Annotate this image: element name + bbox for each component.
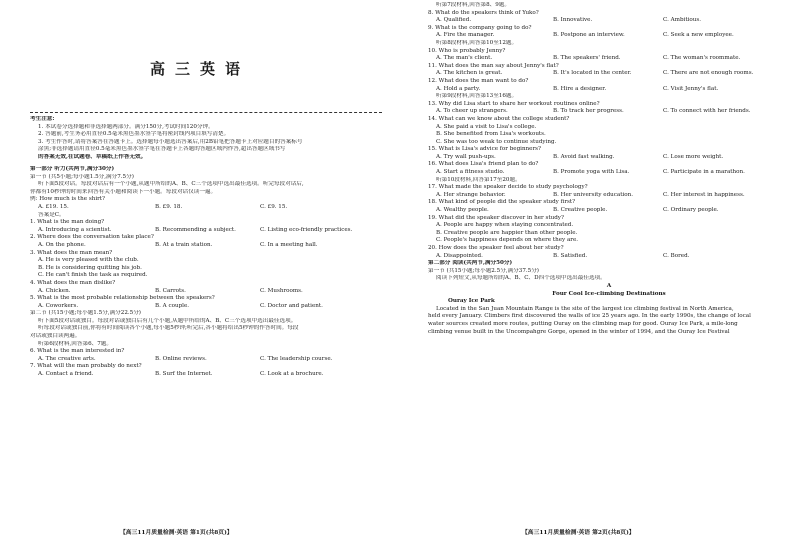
option: B. Satisfied. — [553, 252, 588, 259]
option: B. Hire a designer. — [553, 85, 607, 92]
notice-block — [30, 116, 390, 162]
options-row — [30, 227, 390, 235]
option: A. He is very pleased with the club. — [38, 257, 139, 264]
section-instructions: 对话或独白读两遍。 — [30, 333, 81, 340]
option: C. Listing eco-friendly practices. — [260, 226, 353, 233]
option: B. Innovative. — [553, 17, 593, 24]
option: A. People are happy when staying concentrated. — [436, 222, 574, 229]
question: 14. What can we know about the college student? — [428, 115, 570, 122]
notice-heading: 考生注意: — [30, 116, 55, 122]
question: 11. What does the man say about Jenny's flat? — [428, 62, 559, 69]
option: C. Ambitious. — [663, 17, 702, 24]
option: B. He is considering quitting his job. — [38, 264, 142, 271]
example-options — [30, 204, 390, 212]
option: A. Introducing a scientist. — [38, 226, 112, 233]
question: 15. What is Lisa's advice for beginners? — [428, 146, 542, 153]
material-heading: 听第10段材料,回答第17至20题。 — [436, 176, 521, 183]
option: A. Qualified. — [436, 17, 472, 24]
option: B. Postpone an interview. — [553, 32, 625, 39]
option: A. Contact a friend. — [38, 371, 94, 378]
option: C. To connect with her friends. — [663, 108, 751, 115]
question: 17. What made the speaker decide to study psychology? — [428, 184, 588, 191]
option: C. Her interest in happiness. — [663, 191, 745, 198]
part-heading: 第二部分 阅读(共两节,满分50分) — [428, 260, 513, 267]
question: 18. What kind of people did the speaker study first? — [428, 199, 576, 206]
options-row — [428, 253, 790, 261]
option: A. Try wall push-ups. — [436, 153, 496, 160]
options-row — [428, 207, 790, 215]
option: A. She paid a visit to Lisa's college. — [436, 123, 537, 130]
question: 10. Who is probably Jenny? — [428, 47, 506, 54]
option: B. A couple. — [155, 302, 190, 309]
option: A. Chicken. — [38, 287, 71, 294]
option: C. She was too weak to continue studying. — [436, 138, 557, 145]
notice-item: 2. 答题前,考生务必用直径0.5毫米黑色墨水签字笔将密封线内项目填写清楚。 — [38, 131, 230, 138]
passage-letter: A — [606, 282, 612, 289]
section-heading: 第一节 (共15小题;每小题2.5分,满分37.5分) — [428, 267, 539, 274]
example-question: 例: How much is the shirt? — [30, 196, 106, 203]
options-row — [428, 108, 790, 116]
option: C. The woman's roommate. — [663, 55, 741, 62]
option: C. Mushrooms. — [260, 287, 303, 294]
question: 3. What does the man mean? — [30, 249, 113, 256]
question: 1. What is the man doing? — [30, 219, 105, 226]
options-row — [30, 242, 390, 250]
option: C. Look at a brochure. — [260, 371, 324, 378]
option: B. Creative people. — [553, 207, 608, 214]
question: 8. What do the speakers think of Yuko? — [428, 9, 539, 16]
question: 12. What does the man want to do? — [428, 77, 529, 84]
option: B. Avoid fast walking. — [553, 153, 615, 160]
question: 2. Where does the conversation take place? — [30, 234, 154, 241]
option: C. Seek a new employee. — [663, 32, 734, 39]
passage-title: Four Cool Ice-climbing Destinations — [552, 290, 666, 297]
option: B. The speakers' friend. — [553, 55, 621, 62]
page-footer: 【高三11月质量检测·英语 第2页(共8页)】 — [522, 530, 635, 536]
option: A. Fire the manager. — [436, 32, 495, 39]
options-row — [428, 192, 790, 200]
option: C. Doctor and patient. — [260, 302, 323, 309]
page-footer: 【高三11月质量检测·英语 第1页(共8页)】 — [120, 530, 233, 536]
option: A. Wealthy people. — [436, 207, 489, 214]
option: B. Online reviews. — [155, 355, 207, 362]
option: A. £19. 15. — [38, 203, 69, 210]
section-instructions: 听下面5段对话或独白。每段对话或独白后有几个小题,从题中所给的A、B、C三个选项中选出最佳选项。 — [38, 317, 297, 324]
option: B. At a train station. — [155, 241, 213, 248]
options-row — [30, 371, 390, 379]
passage-subheading: Ouray Ice Park — [448, 298, 495, 305]
option: A. Disappointed. — [436, 252, 483, 259]
option: C. In a meeting hall. — [260, 241, 318, 248]
option: A. Hold a party. — [436, 85, 481, 92]
option: B. To track her progress. — [553, 108, 624, 115]
question: 7. What will the man probably do next? — [30, 363, 142, 370]
options-row — [428, 70, 790, 78]
option: A. The creative arts. — [38, 355, 96, 362]
options-row — [428, 154, 790, 162]
material-heading: 听第7段材料,回答第8、9题。 — [436, 2, 510, 8]
option: C. He can't finish the task as required. — [38, 272, 148, 279]
option: C. Lose more weight. — [663, 153, 724, 160]
option: C. The leadership course. — [260, 355, 333, 362]
options-row — [428, 86, 790, 94]
section-instructions: 你都有10秒钟的时间来回答有关小题和阅读下一小题。每段对话仅读一遍。 — [30, 188, 217, 195]
options-row — [30, 356, 390, 364]
passage-line: water sources created more routes, putting Ouray on the climbing map for good. Ouray Ice Park, a mile-long — [428, 320, 738, 327]
option: B. Surf the Internet. — [155, 371, 213, 378]
title-divider — [30, 112, 382, 113]
option: C. There are not enough rooms. — [663, 70, 754, 77]
question: 20. How does the speaker feel about her study? — [428, 245, 564, 251]
section-instructions: 听下面5段对话。每段对话后有一个小题,从题中所给的A、B、C三个选项中选出最佳选项。听完每段对话后, — [38, 181, 304, 188]
option: A. On the phone. — [38, 241, 86, 248]
options-row — [428, 169, 790, 177]
question: 16. What does Lisa's friend plan to do? — [428, 161, 539, 168]
exam-title: 高三英语 — [149, 60, 250, 78]
passage-line: Located in the San Juan Mountain Range is the site of the largest ice climbing festival in North America, — [436, 305, 734, 312]
option: A. Start a fitness studio. — [436, 169, 505, 176]
question: 4. What does the man dislike? — [30, 279, 116, 286]
example-answer: 答案是C。 — [38, 211, 65, 218]
material-heading: 听第6段材料,回答第6、7题。 — [38, 340, 112, 347]
option: B. Carrots. — [155, 287, 186, 294]
material-heading: 听第9段材料,回答第13至16题。 — [436, 93, 518, 100]
option: A. The kitchen is great. — [436, 70, 503, 77]
option: B. Her university education. — [553, 191, 634, 198]
right-page — [400, 0, 800, 545]
option: C. £9. 15. — [260, 203, 288, 210]
options-row — [30, 303, 390, 311]
option: B. Recommending a subject. — [155, 226, 236, 233]
notice-item: 1. 本试卷分选择题和非选择题两部分。满分150分,考试时间120分钟。 — [38, 123, 214, 130]
options-row — [428, 32, 790, 40]
notice-item: 涂黑;非选择题请用直径0.5毫米黑色墨水签字笔在答题卡上各题的答题区域内作答,超出答题区域书写 — [38, 146, 286, 153]
part-heading: 第一部分 听力(共两节,满分30分) — [30, 166, 115, 172]
notice-item: 的答案无效,在试题卷、草稿纸上作答无效。 — [38, 153, 147, 160]
option: A. To cheer up strangers. — [436, 108, 508, 115]
question: 13. Why did Lisa start to share her workout routines online? — [428, 100, 600, 107]
listening-section — [30, 166, 390, 379]
section-heading: 第一节 (共5小题;每小题1.5分,满分7.5分) — [30, 173, 134, 180]
question: 6. What is the man interested in? — [30, 348, 125, 355]
option: C. Participate in a marathon. — [663, 169, 745, 176]
options-row — [30, 288, 390, 296]
material-heading: 听第8段材料,回答第10至12题。 — [436, 39, 518, 46]
option: A. Her strange behavior. — [436, 191, 506, 198]
question: 19. What did the speaker discover in her study? — [428, 214, 564, 221]
option: B. It's located in the center. — [553, 70, 632, 77]
question: 5. What is the most probable relationship between the speakers? — [30, 295, 215, 302]
option: C. Visit Jenny's flat. — [663, 85, 719, 92]
option: C. Ordinary people. — [663, 207, 719, 214]
option: B. Creative people are happier than other people. — [436, 229, 578, 236]
section-instructions: 阅读下列短文,从每题所给的A、B、C、D四个选项中选出最佳选项。 — [436, 275, 606, 282]
listening-continued — [428, 2, 790, 336]
section-heading: 第二节 (共15小题;每小题1.5分,满分22.5分) — [30, 310, 141, 317]
section-instructions: 听每段对话或独白前,你将有时间阅读各个小题,每小题5秒钟;听完后,各小题将给出5秒钟的作答时间。每段 — [38, 325, 299, 332]
option: A. Coworkers. — [38, 302, 79, 309]
option: B. She benefited from Lisa's workouts. — [436, 131, 546, 138]
option: B. Promote yoga with Lisa. — [553, 169, 630, 176]
option: B. £9. 18. — [155, 203, 183, 210]
notice-item: 3. 考生作答时,请将答案答在答题卡上。选择题每小题选出答案后,用2B铅笔把答题卡上对应题目的答案标号 — [38, 138, 303, 145]
passage-line: climbing venue built in the Uncompahgre Gorge, opened in the winter of 1994, and the Ouray Ice Festival — [428, 328, 730, 335]
option: C. Bored. — [663, 252, 690, 259]
options-row — [428, 55, 790, 63]
option: C. People's happiness depends on where they are. — [436, 237, 579, 244]
options-row — [428, 17, 790, 25]
option: A. The man's client. — [436, 55, 493, 62]
passage-line: held every January. Climbers first discovered the walls of ice 25 years ago. In the early 1990s, the change of local — [428, 313, 751, 320]
question: 9. What is the company going to do? — [428, 24, 532, 31]
